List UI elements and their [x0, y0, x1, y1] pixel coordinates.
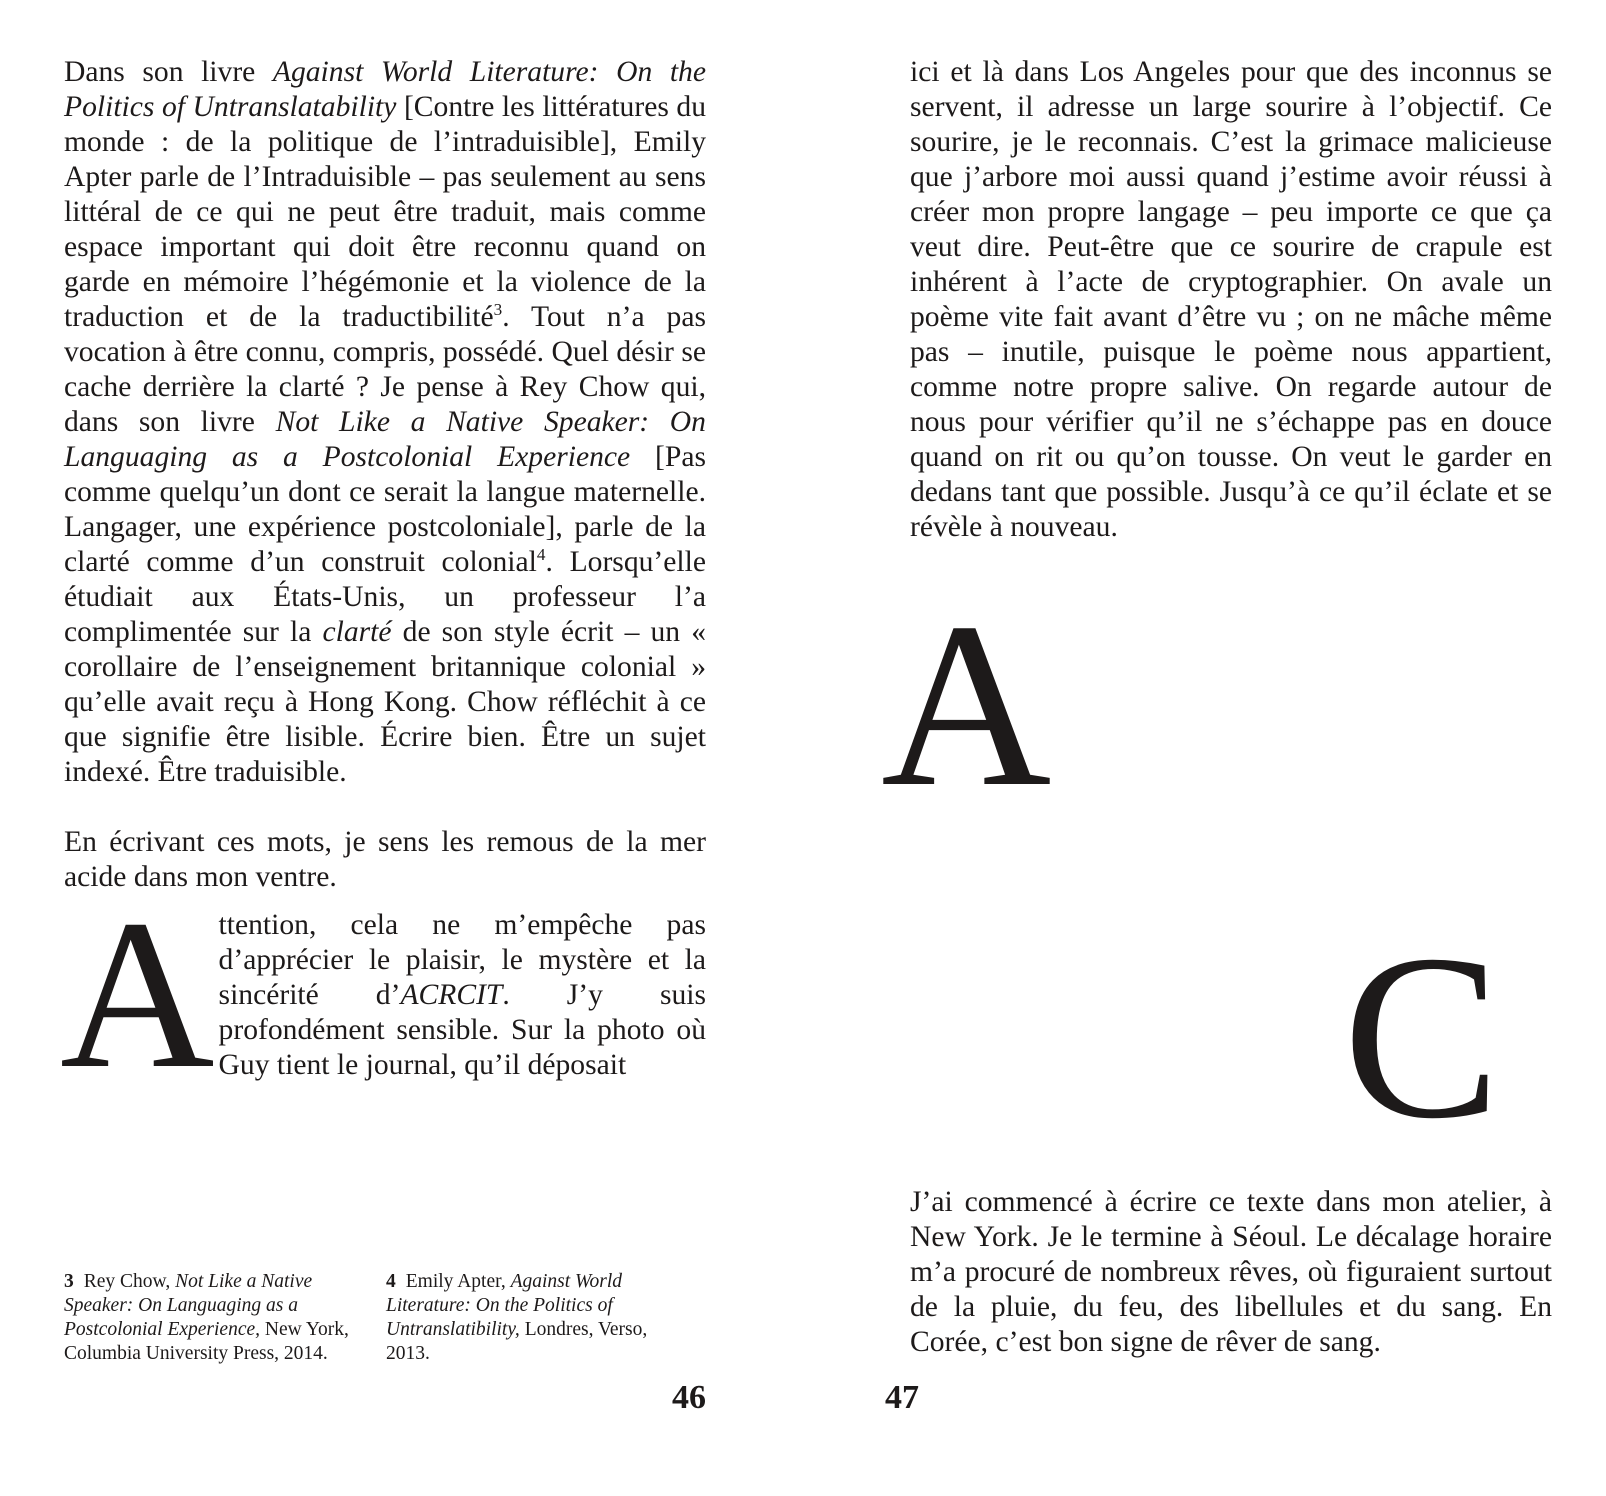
paragraph-mer-acide: En écrivant ces mots, je sens les remous de la mer acide dans mon ventre.	[64, 826, 706, 893]
ornamental-letter-c: C	[1343, 907, 1501, 1168]
book-title-apter: Against World Literature: On the Politics of Untranslatability	[64, 56, 706, 123]
footnote-ref-3[interactable]: 3	[493, 300, 503, 320]
ornamental-letter-a: A	[881, 575, 1052, 836]
right-page	[803, 0, 1606, 1496]
emphasis-clarte: clarté	[322, 616, 392, 648]
paragraph-sourire: ici et là dans Los Angeles pour que des inconnus se servent, il adresse un large sourire à l’objectif. Ce sourire, je le reconnais. C’est la grimace malicieuse que j’arbore moi aussi quand j’estime avoir réussi à créer mon propre langage – peu importe ce que ça veut dire. Peut-être que ce sourire de crapule est inhérent à l’acte de cryptographier. On avale un poème vite fait avant d’être vu ; on ne mâche même pas – inutile, puisque le poème nous appartient, comme notre propre salive. On regarde autour de nous pour vérifier qu’il ne s’échappe pas en douce quand on rit ou qu’on tousse. On veut le garder en dedans tant que possible. Jusqu’à ce qu’il éclate et se révèle à nouveau.	[910, 56, 1552, 543]
paragraph-attention: Attention, cela ne m’empêche pas d’apprécier le plaisir, le mystère et la sincérité d’ACRCIT. J’y suis profondément sensible. Sur la photo où Guy tient le journal, qu’il déposait	[60, 876, 706, 1113]
page-number-right: 47	[885, 1379, 919, 1416]
left-dropcap-section	[60, 876, 706, 1113]
page-number-left: 46	[672, 1379, 706, 1416]
footnote-ref-4[interactable]: 4	[536, 545, 546, 565]
footnote-4: 4 Emily Apter, Against World Literature: On the Politics of Untranslatibility, Londres, Verso, 2013.	[386, 1271, 648, 1364]
paragraph-seoul: J’ai commencé à écrire ce texte dans mon atelier, à New York. Je le termine à Séoul. Le décalage horaire m’a procuré de nombreux rêves, où figuraient surtout de la pluie, du feu, des libellules et du sang. En Corée, c’est bon signe de rêver de sang.	[910, 1186, 1552, 1358]
title-acrcit: ACRCIT	[400, 979, 503, 1011]
book-title-chow: Not Like a Native Speaker: On Languaging as a Postcolonial Experience	[64, 406, 706, 473]
right-body-text-bottom	[910, 1185, 1552, 1360]
left-body-text	[64, 55, 706, 895]
paragraph-apter: Dans son livre Against World Literature: On the Politics of Untranslatability [Contre les littératures du monde : de la politique de l’intraduisible], Emily Apter parle de l’Intraduisible – pas seulement au sens littéral de ce qui ne peut être traduit, mais comme espace important qui doit être reconnu quand on garde en mémoire l’hégémonie et la violence de la traduction et de la traductibilité$^3$. Tout n’a pas vocation à être connu, compris, possédé. Quel désir se cache derrière la clarté ? Je pense à Rey Chow qui, dans son livre Not Like a Native Speaker: On Languaging as a Postcolonial Experience [Pas comme quelqu’un dont ce serait la langue maternelle. Langager, une expérience postcoloniale], parle de la clarté comme d’un construit colonial$^4$. Lorsqu’elle étudiait aux États-Unis, un professeur l’a complimentée sur la clarté de son style écrit – un « corollaire de l’enseignement britannique colonial » qu’elle avait reçu à Hong Kong. Chow réfléchit à ce que signifie être lisible. Écrire bien. Être un sujet indexé. Être traduisible.	[64, 56, 707, 788]
footnote-3: 3 Rey Chow, Not Like a Native Speaker: On Languaging as a Postcolonial Experience, New York, Columbia University Press, 2014.	[64, 1271, 349, 1364]
right-body-text-top	[910, 55, 1552, 545]
drop-cap-a: A	[60, 876, 215, 1113]
